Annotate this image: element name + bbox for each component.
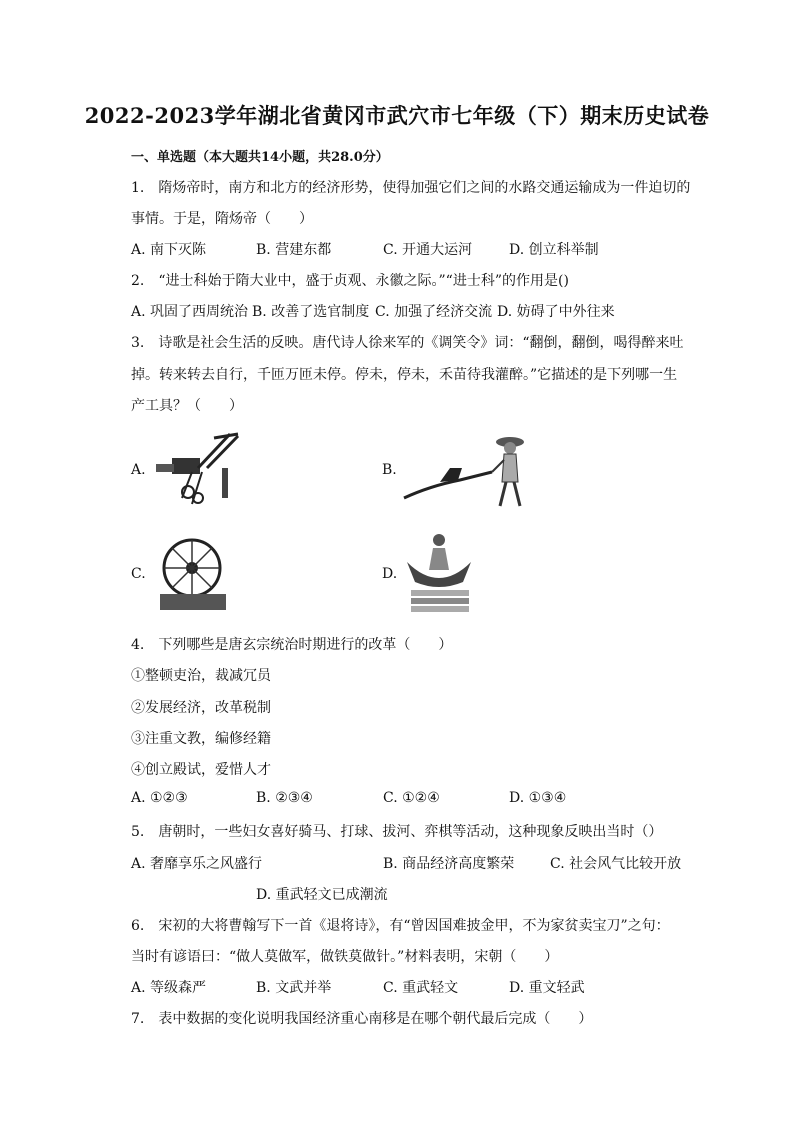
question-1-line-1: 1. 隋炀帝时，南方和北方的经济形势，使得加强它们之间的水路交通运输成为一件迫切的 (131, 180, 691, 196)
question-4-item-1: ①整顿吏治，裁减冗员 (131, 668, 271, 684)
question-3-option-d[interactable]: D. (382, 566, 398, 582)
question-6-option-c[interactable]: C. 重武轻文 (383, 980, 459, 996)
question-4-option-d[interactable]: D. ①③④ (509, 790, 567, 806)
question-4-item-2: ②发展经济，改革税制 (131, 700, 271, 716)
question-5-option-b[interactable]: B. 商品经济高度繁荣 (383, 856, 515, 872)
question-3-option-c[interactable]: C. (131, 566, 146, 582)
question-3-line-2: 掉。转来转去自行，千匝万匝未停。停未，停未，禾苗待我灌醉。”它描述的是下列哪一生 (131, 367, 678, 383)
waterwheel-tongche-image (158, 536, 228, 612)
question-6-option-a[interactable]: A. 等级森严 (131, 980, 207, 996)
plough-farmer-image (400, 428, 530, 510)
question-1-option-d[interactable]: D. 创立科举制 (509, 242, 599, 258)
question-6-line-1: 6. 宋初的大将曹翰写下一首《退将诗》，有“曾因国难披金甲，不为家贫卖宝刀”之句： (131, 918, 670, 934)
question-4-option-c[interactable]: C. ①②④ (383, 790, 440, 806)
question-5-option-d[interactable]: D. 重武轻文已成潮流 (256, 887, 388, 903)
question-4-item-4: ④创立殿试，爱惜人才 (131, 762, 271, 778)
question-5-line-1: 5. 唐朝时，一些妇女喜好骑马、打球、拔河、弈棋等活动，这种现象反映出当时（） (131, 824, 663, 840)
question-2-option-b[interactable]: B. 改善了选官制度 (252, 304, 370, 320)
section-heading: 一、单选题（本大题共14小题，共28.0分） (131, 150, 389, 165)
question-2-option-d[interactable]: D. 妨碍了中外往来 (497, 304, 615, 320)
question-4-line-1: 4. 下列哪些是唐玄宗统治时期进行的改革（ ） (131, 637, 453, 653)
question-6-option-b[interactable]: B. 文武并举 (256, 980, 332, 996)
question-3-line-1: 3. 诗歌是社会生活的反映。唐代诗人徐来军的《调笑令》词：“翻倒，翻倒，喝得醉来吐 (131, 335, 684, 351)
question-5-option-c[interactable]: C. 社会风气比较开放 (550, 856, 682, 872)
question-1-option-a[interactable]: A. 南下灭陈 (131, 242, 207, 258)
question-4-option-a[interactable]: A. ①②③ (131, 790, 188, 806)
gunwheel-boat-image (403, 530, 475, 614)
question-1-option-c[interactable]: C. 开通大运河 (383, 242, 473, 258)
question-3-option-b[interactable]: B. (382, 462, 397, 478)
question-4-item-3: ③注重文教，编修经籍 (131, 731, 271, 747)
question-4-option-b[interactable]: B. ②③④ (256, 790, 313, 806)
question-6-line-2: 当时有谚语曰：“做人莫做军，做铁莫做针。”材料表明，宋朝（ ） (131, 949, 559, 965)
question-2-line-1: 2. “进士科始于隋大业中，盛于贞观、永徽之际。”“进士科”的作用是() (131, 273, 569, 289)
question-3-option-a[interactable]: A. (131, 462, 146, 478)
page-title: 2022-2023学年湖北省黄冈市武穴市七年级（下）期末历史试卷 (84, 103, 710, 128)
treadle-waterwheel-image (152, 428, 242, 512)
question-7-line-1: 7. 表中数据的变化说明我国经济重心南移是在哪个朝代最后完成（ ） (131, 1011, 593, 1027)
question-6-option-d[interactable]: D. 重文轻武 (509, 980, 585, 996)
question-2-option-a[interactable]: A. 巩固了西周统治 (131, 304, 249, 320)
question-1-option-b[interactable]: B. 营建东都 (256, 242, 332, 258)
question-2-option-c[interactable]: C. 加强了经济交流 (375, 304, 493, 320)
question-1-line-2: 事情。于是，隋炀帝（ ） (131, 211, 313, 227)
question-3-line-3: 产工具？（ ） (131, 398, 243, 414)
question-5-option-a[interactable]: A. 奢靡享乐之风盛行 (131, 856, 263, 872)
